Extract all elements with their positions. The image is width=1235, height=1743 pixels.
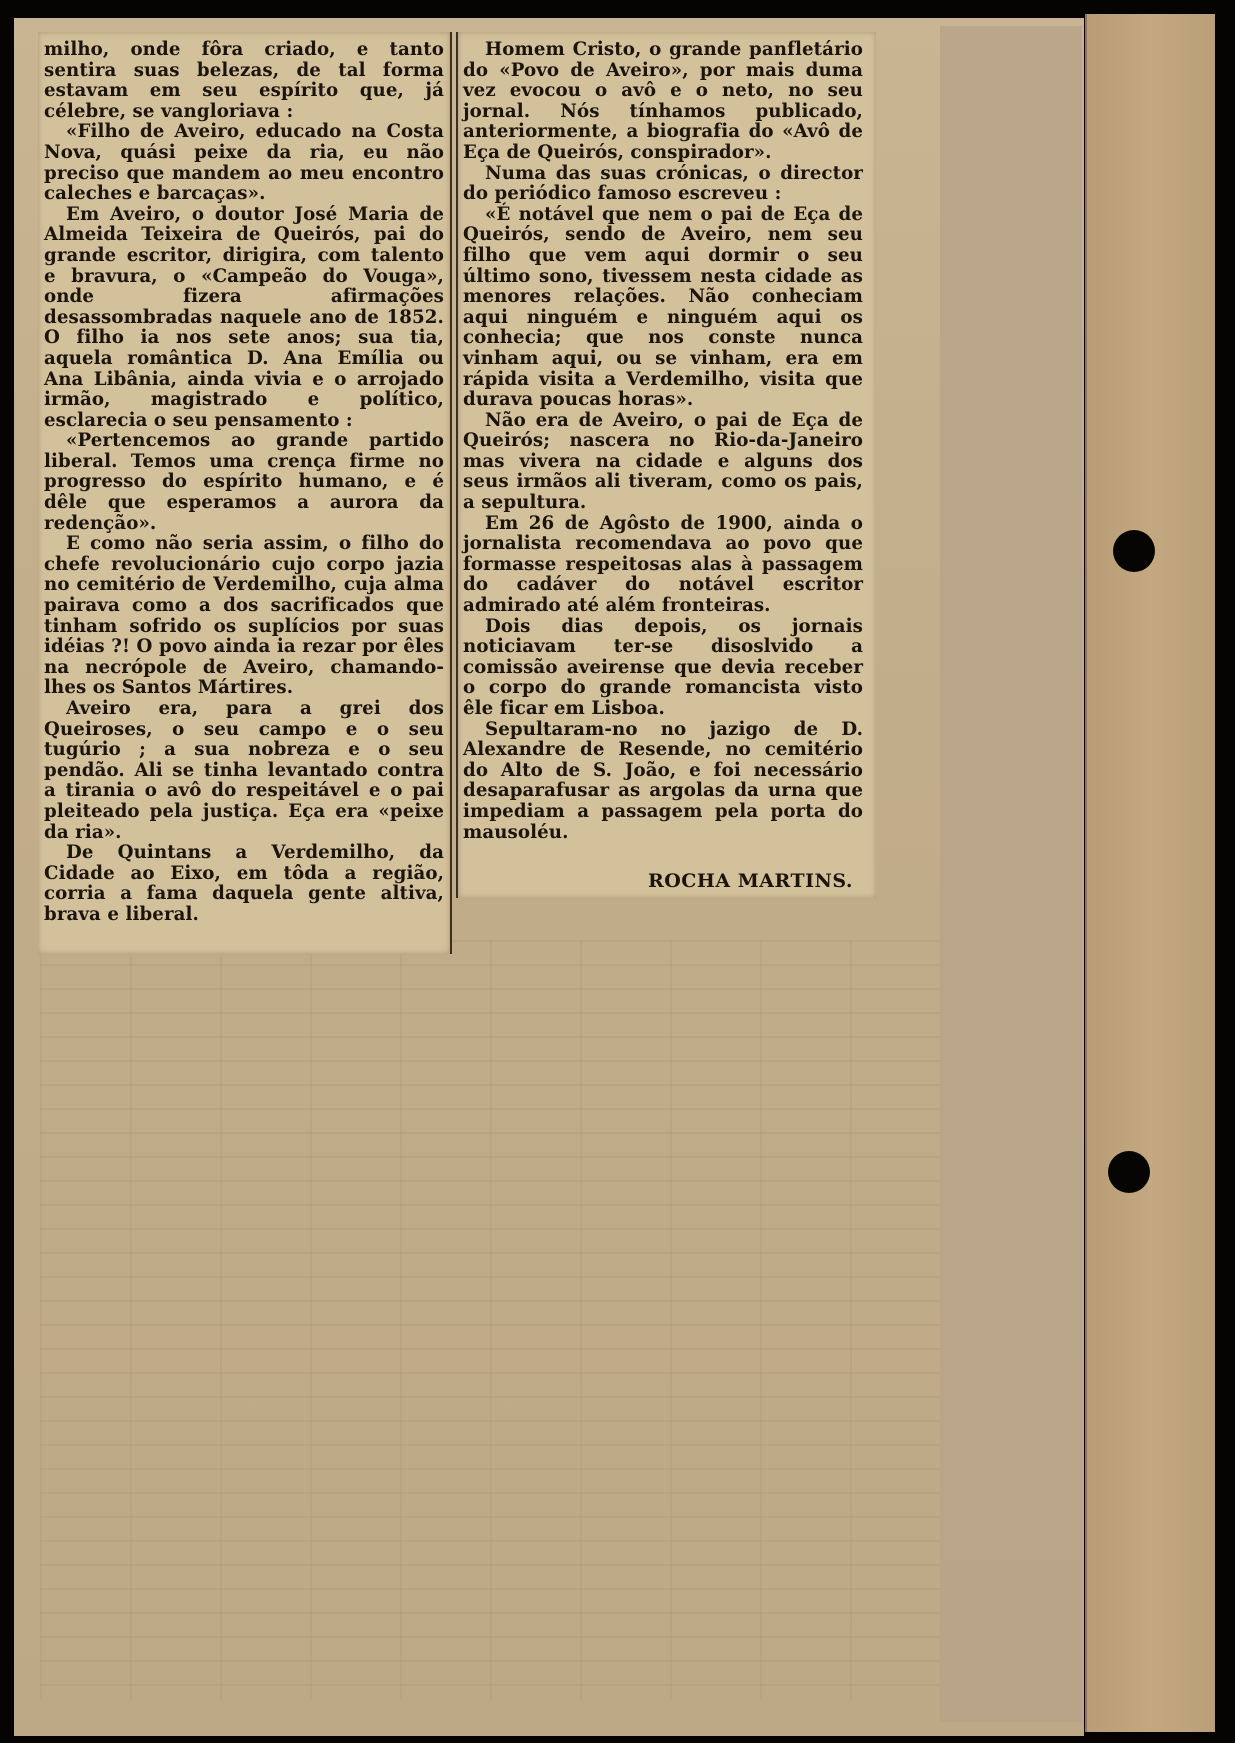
article-column-left — [44, 40, 444, 926]
author-signature: ROCHA MARTINS. — [647, 870, 853, 892]
paragraph: Sepultaram-no no jazigo de D. Alexandre de Resende, no cemitério do Alto de S. João, e foi necessário desaparafusar as argolas da urna que impediam a passagem pela porta do mausoléu. — [463, 718, 863, 843]
paragraph: Numa das suas crónicas, o director do periódico famoso escreveu : — [463, 162, 863, 205]
paragraph: «Filho de Aveiro, educado na Costa Nova, quási peixe da ria, eu não preciso que mandem ao meu encontro caleches e barcaças». — [44, 121, 444, 205]
binding-strip — [1085, 14, 1215, 1732]
punch-hole-bottom — [1108, 1151, 1150, 1193]
paragraph: «É notável que nem o pai de Eça de Queirós, sendo de Aveiro, nem seu filho que vem aqui dormir o seu último sono, tivessem nesta cidade as menores relações. Não conheciam aqui ninguém e ninguém aqui os conhecia; que nos conste nunca vinham aqui, ou se vinham, era em rápida visita a Verdemilho, visita que durava poucas horas». — [463, 203, 863, 411]
paragraph: Em 26 de Agôsto de 1900, ainda o jornalista recomendava ao povo que formasse respeitosas alas à passagem do cadáver do notável escritor admirado até além fronteiras. — [463, 512, 863, 617]
paragraph: Não era de Aveiro, o pai de Eça de Queirós; nascera no Rio-da-Janeiro mas vivera na cidade e alguns dos seus irmãos ali tiveram, como os pais, a sepultura. — [463, 409, 863, 514]
paragraph: Dois dias depois, os jornais noticiavam ter-se disoslvido a comissão aveirense que devia receber o corpo do grande romancista visto êle ficar em Lisboa. — [463, 615, 863, 719]
paragraph: «Pertencemos ao grande partido liberal. Temos uma crença firme no progresso do espírito humano, e é dêle que esperamos a aurora da redenção». — [44, 430, 444, 534]
paragraph: Aveiro era, para a grei dos Queiroses, o seu campo e o seu tugúrio ; a sua nobreza e o seu pendão. Ali se tinha levantado contra a tirania o avô do respeitável e o pai pleiteado pela justiça. Eça era «peixe da ria». — [44, 698, 444, 843]
paper-edge-band — [940, 26, 1082, 1722]
show-through-pattern — [40, 940, 940, 1700]
article-column-right — [463, 40, 863, 843]
paragraph: De Quintans a Verdemilho, da Cidade ao Eixo, em tôda a região, corria a fama daquela gente altiva, brava e liberal. — [44, 842, 444, 925]
paragraph: Em Aveiro, o doutor José Maria de Almeida Teixeira de Queirós, pai do grande escritor, dirigira, com talento e bravura, o «Campeão do Vouga», onde fizera afirmações desassombradas naquele ano de 1852. O filho ia nos sete anos; sua tia, aquela romântica D. Ana Emília ou Ana Libânia, ainda vivia e o arrojado irmão, magistrado e político, esclarecia o seu pensamento : — [44, 203, 444, 431]
paragraph: E como não seria assim, o filho do chefe revolucionário cujo corpo jazia no cemitério de Verdemilho, cuja alma pairava como a dos sacrificados que tinham sofrido os suplícios por suas idéias ?! O povo ainda ia rezar por êles na necrópole de Aveiro, chamando-lhes os Santos Mártires. — [44, 533, 444, 699]
paragraph: Homem Cristo, o grande panfletário do «Povo de Aveiro», por mais duma vez evocou o avô e o neto, no seu jornal. Nós tínhamos publicado, anteriormente, a biografia do «Avô de Eça de Queirós, conspirador». — [463, 39, 863, 163]
paragraph: milho, onde fôra criado, e tanto sentira suas belezas, de tal forma estavam em seu espírito que, já célebre, se vangloriava : — [44, 39, 444, 122]
punch-hole-top — [1113, 530, 1155, 572]
